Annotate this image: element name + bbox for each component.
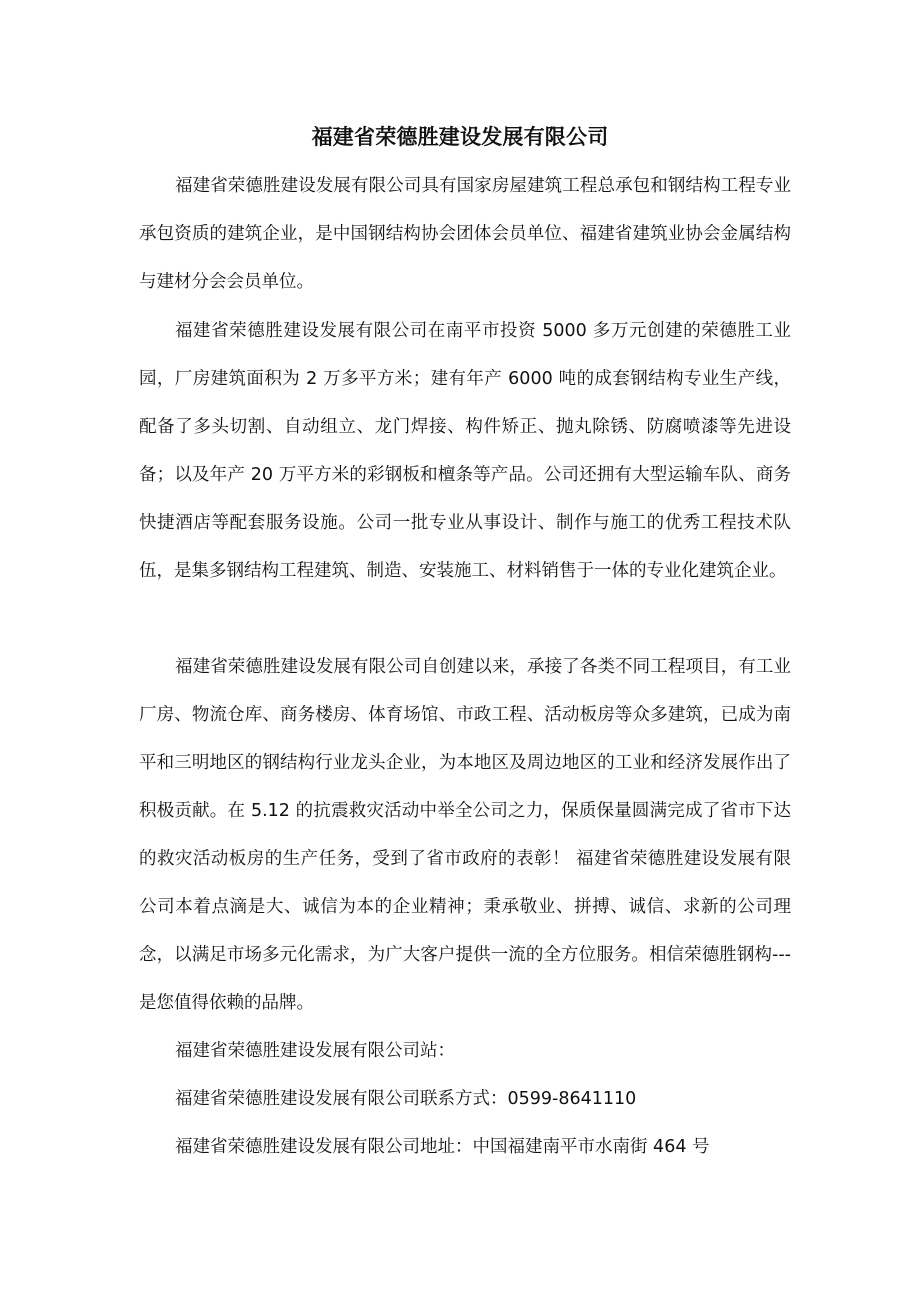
paragraph-history-and-philosophy: 福建省荣德胜建设发展有限公司自创建以来，承接了各类不同工程项目，有工业厂房、物流仓库、商务楼房、体育场馆、市政工程、活动板房等众多建筑，已成为南平和三明地区的钢结构行业龙头企业，为本地区及周边地区的工业和经济发展作出了积极贡献。在 5.12 的抗震救灾活动中举全公司之力，保质保量圆满完成了省市下达的救灾活动板房的生产任务，受到了省市政府的表彰！ 福建省荣德胜建设发展有限公司本着点滴是大、诚信为本的企业精神；秉承敬业、拼搏、诚信、求新的公司理念，以满足市场多元化需求，为广大客户提供一流的全方位服务。相信荣德胜钢构---是您值得依赖的品牌。	[139, 657, 791, 1013]
contact-phone: 福建省荣德胜建设发展有限公司联系方式：0599-8641110	[175, 1089, 637, 1109]
document-title: 福建省荣德胜建设发展有限公司	[311, 125, 609, 149]
contact-site: 福建省荣德胜建设发展有限公司站：	[175, 1041, 455, 1061]
paragraph-qualifications: 福建省荣德胜建设发展有限公司具有国家房屋建筑工程总承包和钢结构工程专业承包资质的建筑企业，是中国钢结构协会团体会员单位、福建省建筑业协会金属结构与建材分会会员单位。	[139, 176, 791, 292]
paragraph-industrial-park: 福建省荣德胜建设发展有限公司在南平市投资 5000 多万元创建的荣德胜工业园，厂房建筑面积为 2 万多平方米；建有年产 6000 吨的成套钢结构专业生产线，配备了多头切割、自动组立、龙门焊接、构件矫正、抛丸除锈、防腐喷漆等先进设备；以及年产 20 万平方米的彩钢板和檀条等产品。公司还拥有大型运输车队、商务快捷酒店等配套服务设施。公司一批专业从事设计、制作与施工的优秀工程技术队伍，是集多钢结构工程建筑、制造、安装施工、材料销售于一体的专业化建筑企业。	[139, 321, 791, 581]
contact-address: 福建省荣德胜建设发展有限公司地址：中国福建南平市水南街 464 号	[175, 1137, 710, 1157]
